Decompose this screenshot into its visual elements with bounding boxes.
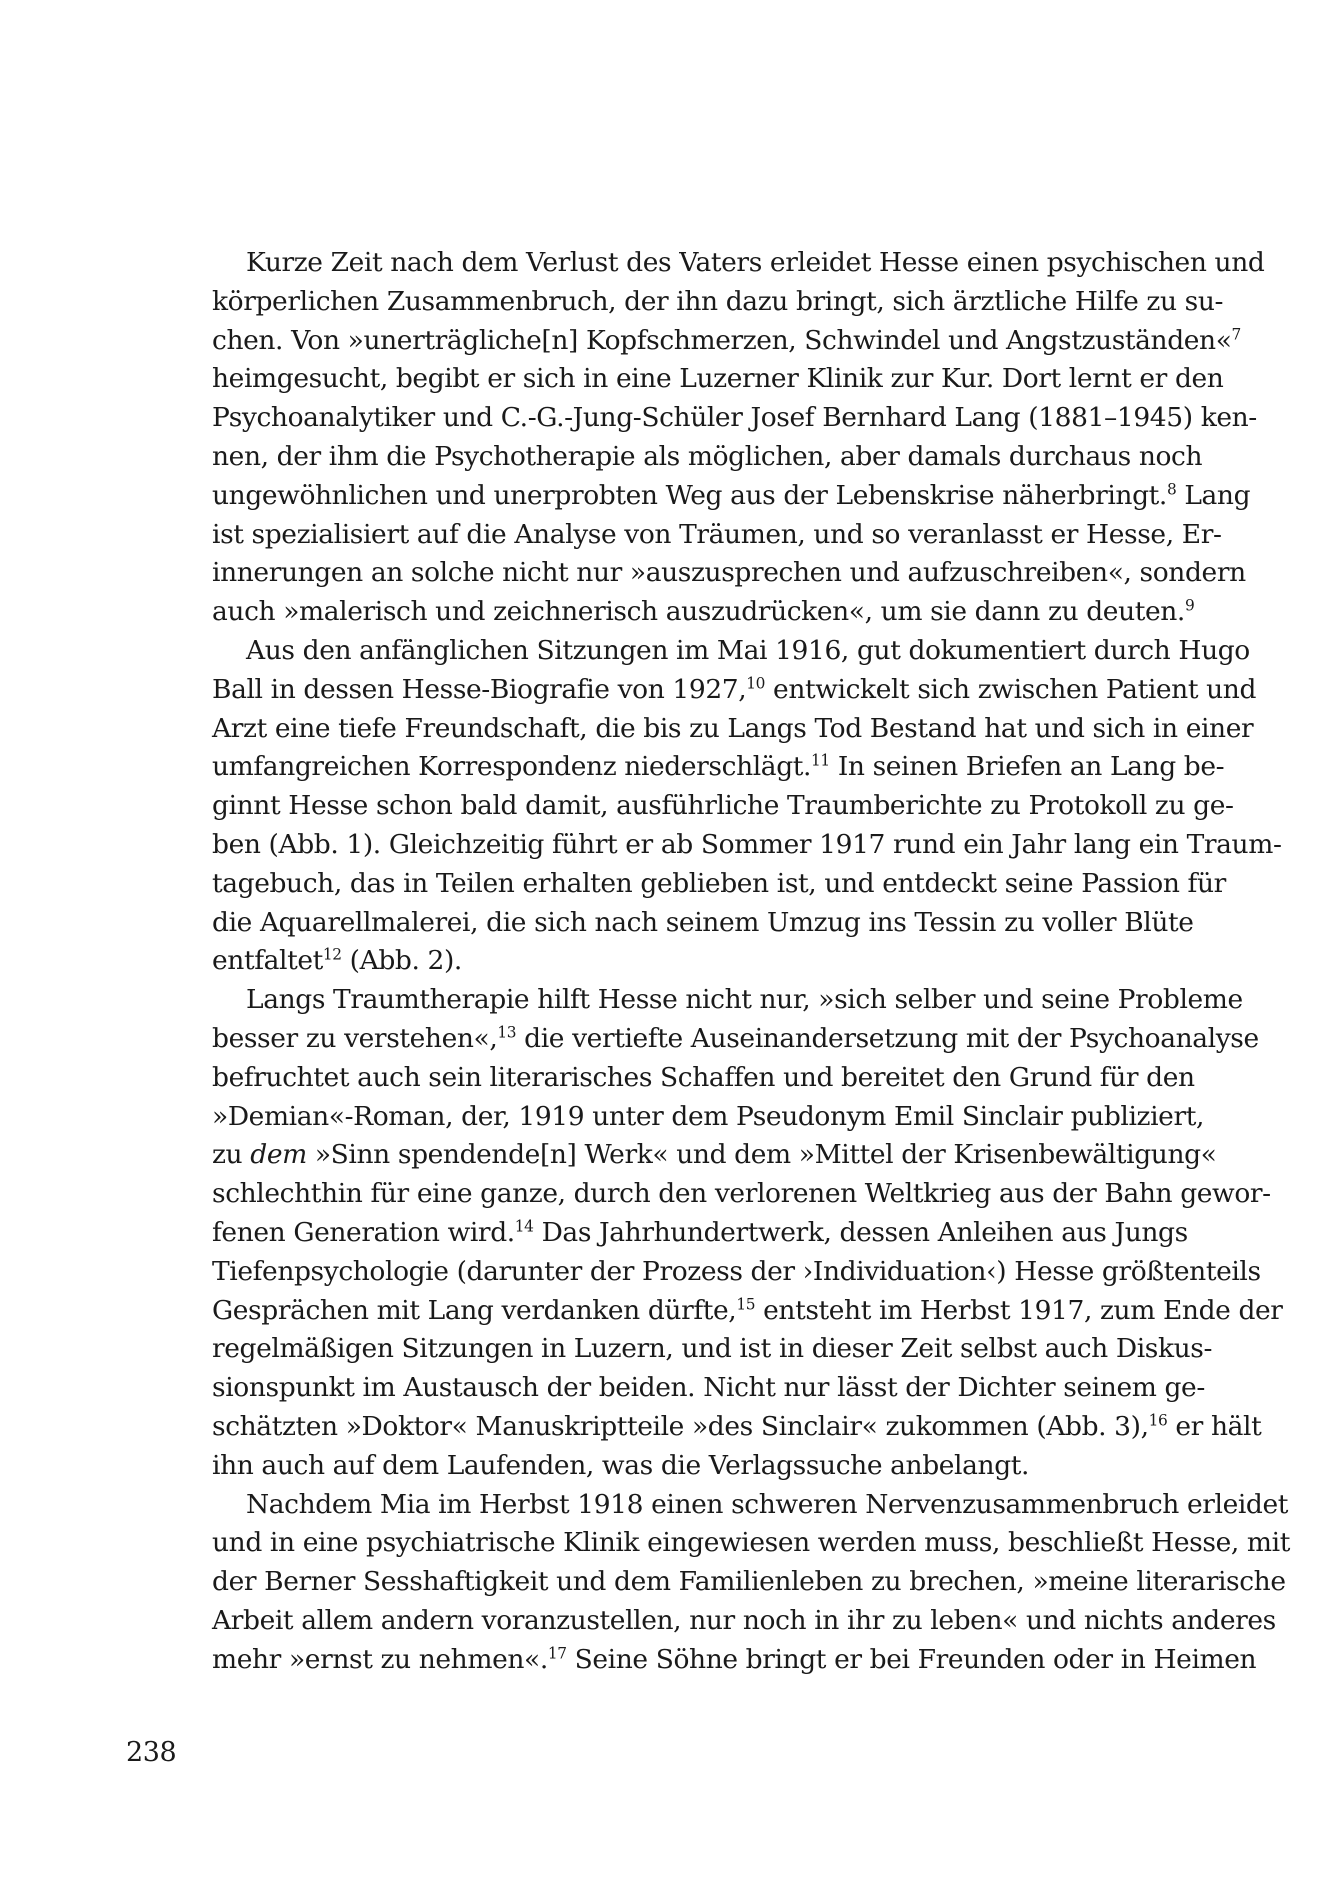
line-text: »Demian«-Roman, der, 1919 unter dem Pseudonym Emil Sinclair publiziert, — [212, 1100, 1205, 1132]
paragraph — [212, 632, 1282, 981]
line-text-continued: entsteht im Herbst 1917, zum Ende der — [755, 1294, 1283, 1326]
text-line — [212, 554, 1246, 593]
line-text-continued: »Sinn spendende[n] Werk« und dem »Mittel der Krisenbewältigung« — [306, 1139, 1217, 1171]
line-text: besser zu verstehen«, — [212, 1022, 498, 1054]
footnote-marker: 14 — [514, 1217, 534, 1236]
text-line — [212, 710, 1254, 749]
text-line — [212, 1292, 1283, 1331]
text-line — [212, 244, 1265, 283]
line-text-continued: In seinen Briefen an Lang be- — [829, 751, 1225, 783]
text-line — [212, 1408, 1262, 1447]
text-line — [212, 399, 1257, 438]
line-text: innerungen an solche nicht nur »auszusprechen und aufzuschreiben«, sondern — [212, 557, 1246, 589]
text-line — [212, 671, 1257, 710]
footnote-marker: 12 — [322, 945, 342, 964]
line-text: umfangreichen Korrespondenz niederschlägt. — [212, 751, 812, 783]
text-line — [212, 1020, 1259, 1059]
line-text: schätzten »Doktor« Manuskriptteile »des Sinclair« zukommen (Abb. 3), — [212, 1410, 1149, 1442]
line-text: zu — [212, 1139, 251, 1171]
line-text: chen. Von »unerträgliche[n] Kopfschmerzen, Schwindel und Angstzuständen« — [212, 324, 1232, 356]
text-line — [212, 1098, 1205, 1137]
text-line — [212, 1602, 1276, 1641]
line-text: regelmäßigen Sitzungen in Luzern, und ist in dieser Zeit selbst auch Diskus- — [212, 1333, 1213, 1365]
paragraph — [212, 981, 1283, 1485]
text-line — [212, 981, 1243, 1020]
line-text: heimgesucht, begibt er sich in eine Luzerner Klinik zur Kur. Dort lernt er den — [212, 363, 1224, 395]
line-text: ginnt Hesse schon bald damit, ausführliche Traumberichte zu Protokoll zu ge- — [212, 790, 1234, 822]
paragraph — [212, 244, 1265, 632]
line-text: entfaltet — [212, 945, 323, 977]
text-line — [212, 1059, 1195, 1098]
page-number: 238 — [126, 1737, 177, 1768]
line-text-continued: (Abb. 2). — [341, 945, 462, 977]
text-line — [212, 322, 1241, 361]
line-text: körperlichen Zusammenbruch, der ihn dazu bringt, sich ärztliche Hilfe zu su- — [212, 285, 1224, 317]
line-text: schlechthin für eine ganze, durch den verlorenen Weltkrieg aus der Bahn gewor- — [212, 1178, 1271, 1210]
text-line — [212, 632, 1250, 671]
text-line — [212, 1486, 1289, 1525]
line-text: Psychoanalytiker und C.-G.-Jung-Schüler Josef Bernhard Lang (1881–1945) ken- — [212, 402, 1257, 434]
text-line — [212, 1447, 1160, 1486]
line-text: Langs Traumtherapie hilft Hesse nicht nur, »sich selber und seine Probleme — [246, 984, 1243, 1016]
line-text-continued: Seine Söhne bringt er bei Freunden oder in Heimen — [566, 1643, 1257, 1675]
line-text: Kurze Zeit nach dem Verlust des Vaters erleidet Hesse einen psychischen und — [246, 247, 1265, 278]
line-text: Tiefenpsychologie (darunter der Prozess der ›Individuation‹) Hesse größtenteils — [212, 1255, 1261, 1287]
text-line — [212, 1330, 1213, 1369]
text-line — [212, 1175, 1271, 1214]
footnote-marker: 8 — [1166, 480, 1177, 499]
line-text: Gesprächen mit Lang verdanken dürfte, — [212, 1294, 737, 1326]
text-line — [212, 1214, 1188, 1253]
text-line — [212, 283, 1224, 322]
footnote-marker: 13 — [497, 1023, 517, 1042]
emphasis-text: dem — [250, 1139, 307, 1171]
line-text: mehr »ernst zu nehmen«. — [212, 1643, 548, 1675]
text-line — [212, 477, 1251, 516]
footnote-marker: 10 — [746, 674, 766, 693]
line-text-continued: entwickelt sich zwischen Patient und — [765, 673, 1257, 705]
line-text: tagebuch, das in Teilen erhalten geblieben ist, und entdeckt seine Passion für — [212, 867, 1226, 899]
text-line — [212, 865, 1226, 904]
text-line — [212, 1136, 1217, 1175]
line-text: Arbeit allem andern voranzustellen, nur noch in ihr zu leben« und nichts anderes — [212, 1604, 1276, 1636]
line-text-continued: Das Jahrhundertwerk, dessen Anleihen aus Jungs — [533, 1216, 1188, 1248]
line-text: und in eine psychiatrische Klinik eingewiesen werden muss, beschließt Hesse, mit — [212, 1527, 1290, 1559]
footnote-marker: 11 — [811, 751, 830, 770]
line-text: Ball in dessen Hesse-Biografie von 1927, — [212, 673, 747, 705]
text-line — [212, 787, 1234, 826]
line-text: befruchtet auch sein literarisches Schaffen und bereitet den Grund für den — [212, 1061, 1195, 1093]
line-text: ungewöhnlichen und unerprobten Weg aus der Lebenskrise näherbringt. — [212, 479, 1167, 511]
text-line — [212, 904, 1194, 943]
line-text-continued: die vertiefte Auseinandersetzung mit der Psychoanalyse — [516, 1022, 1259, 1054]
footnote-marker: 15 — [736, 1295, 756, 1313]
paragraph — [212, 1486, 1290, 1680]
line-text: ist spezialisiert auf die Analyse von Träumen, und so veranlasst er Hesse, Er- — [212, 518, 1222, 550]
text-line — [212, 748, 1225, 787]
text-line — [212, 1524, 1290, 1563]
footnote-marker: 7 — [1231, 325, 1241, 344]
text-line — [212, 438, 1203, 477]
text-line — [212, 1641, 1257, 1680]
text-line — [212, 516, 1222, 555]
line-text-continued: er hält — [1167, 1410, 1262, 1442]
body-text — [212, 244, 1290, 1679]
line-text: der Berner Sesshaftigkeit und dem Familienleben zu brechen, »meine literarische — [212, 1566, 1286, 1598]
text-line — [212, 360, 1224, 399]
text-line — [212, 593, 1195, 632]
line-text: sionspunkt im Austausch der beiden. Nicht nur lässt der Dichter seinem ge- — [212, 1372, 1205, 1404]
footnote-marker: 17 — [547, 1644, 567, 1663]
footnote-marker: 9 — [1184, 596, 1195, 615]
line-text: Nachdem Mia im Herbst 1918 einen schweren Nervenzusammenbruch erleidet — [246, 1488, 1289, 1520]
text-line — [212, 1369, 1205, 1408]
line-text: ben (Abb. 1). Gleichzeitig führt er ab Sommer 1917 rund ein Jahr lang ein Traum- — [212, 828, 1282, 860]
line-text: Arzt eine tiefe Freundschaft, die bis zu Langs Tod Bestand hat und sich in einer — [212, 712, 1254, 744]
text-line — [212, 826, 1282, 865]
line-text: auch »malerisch und zeichnerisch auszudrücken«, um sie dann zu deuten. — [212, 596, 1185, 628]
footnote-marker: 16 — [1148, 1411, 1168, 1430]
line-text: fenen Generation wird. — [212, 1216, 515, 1248]
line-text: die Aquarellmalerei, die sich nach seinem Umzug ins Tessin zu voller Blüte — [212, 906, 1194, 938]
text-line — [212, 1563, 1286, 1602]
line-text: nen, der ihm die Psychotherapie als möglichen, aber damals durchaus noch — [212, 440, 1203, 472]
line-text-continued: Lang — [1176, 479, 1251, 511]
line-text: ihn auch auf dem Laufenden, was die Verlagssuche anbelangt. — [212, 1449, 1030, 1481]
text-line — [212, 1253, 1261, 1292]
text-line — [212, 942, 1160, 981]
line-text: Aus den anfänglichen Sitzungen im Mai 1916, gut dokumentiert durch Hugo — [246, 634, 1250, 666]
